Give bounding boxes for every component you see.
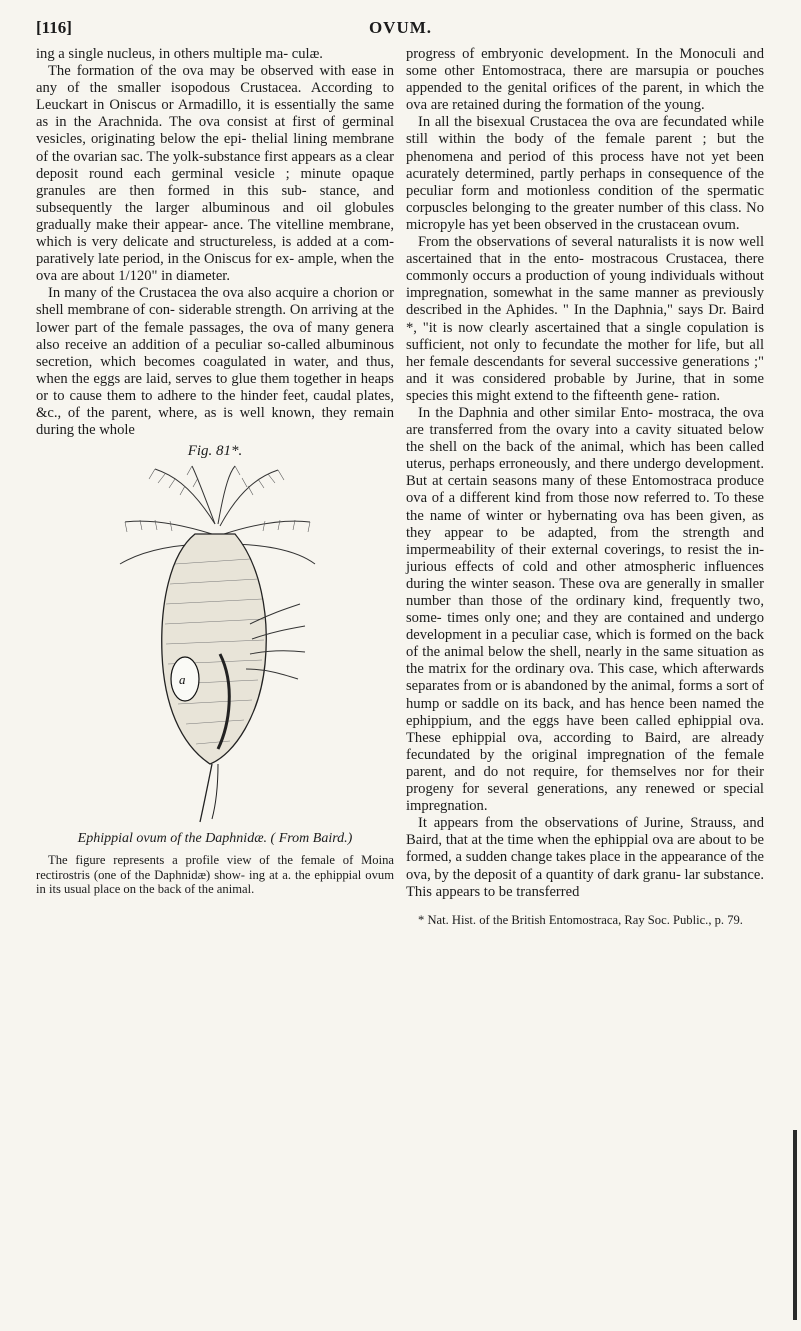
figure-caption-title: Ephippial ovum of the Daphnidæ. ( From Baird.) xyxy=(77,831,353,847)
paragraph: It appears from the observations of Jurine, Strauss, and Baird, that at the time when the ephippial ova are about to be formed, a sudden change takes place in the appearance of the ova, by the deposit of a quantity of dark granu- lar substance. This appears to be transferred xyxy=(406,815,764,900)
page-number: [116] xyxy=(36,18,72,37)
paragraph: The formation of the ova may be observed with ease in any of the smaller isopodous Crustacea. According to Leuckart in Oniscus or Armadillo, it is essentially the same as in the Arachnida. The ova consist at first of germinal vesicles, originating below the epi- thelial lining membrane of the ovarian sac. The yolk-substance first appears as a clear deposit round each germinal vesicle ; minute opaque granules are then formed in this sub- stance, and subsequently the larger albuminous and oil globules gradually make their appear- ance. The vitelline membrane, which is very delicate and structureless, is added at a com- paratively late period, in the Oniscus for ex- ample, when the ova are about 1/120" in diameter. xyxy=(36,63,394,285)
left-column xyxy=(36,46,394,897)
page-edge-mark xyxy=(793,1130,797,1320)
page-header xyxy=(36,16,765,44)
paragraph: progress of embryonic development. In the Monoculi and some other Entomostraca, there are marsupia or pouches appended to the genital orifices of the parent, in which the ova are retained during the formation of the young. xyxy=(406,46,764,114)
figure-label: Fig. 81*. xyxy=(187,443,243,460)
footnote: * Nat. Hist. of the British Entomostraca, Ray Soc. Public., p. 79. xyxy=(418,912,743,927)
paragraph: ing a single nucleus, in others multiple ma- culæ. xyxy=(36,46,323,62)
right-column xyxy=(406,46,764,927)
paragraph: In many of the Crustacea the ova also acquire a chorion or shell membrane of con- siderable strength. On arriving at the lower part of the female passages, the ova of many genera also receive an addition of a peculiar so-called albuminous secretion, which becomes coagulated in water, and thus, when the eggs are laid, serves to glue them together in heaps or to cause them to adhere to the hinder feet, caudal plates, &c., of the parent, where, as is well known, they remain during the whole xyxy=(36,285,394,439)
paragraph: In all the bisexual Crustacea the ova are fecundated while still within the body of the female parent ; but the phenomena and period of this process have not yet been acurately determined, partly perhaps in consequence of the peculiar form and motionless condition of the spermatic corpuscles belonging to the greater number of this class. No micropyle has yet been observed in the crustacean ovum. xyxy=(406,114,764,233)
figure-marker-a: a xyxy=(179,672,186,688)
paragraph: From the observations of several naturalists it is now well ascertained that in the ento- mostracous Crustacea, there commonly occurs a production of young individuals without impregnation, somewhat in the same manner as previously described in the Aphides. " In the Daphnia," says Dr. Baird *, "it is now clearly ascertained that a single copulation is sufficient, not only to fecundate the mother for life, but all her female descendants for several successive generations ;" and it was considered probable by Jurine, that in some species this might extend to the fifteenth gene- ration. xyxy=(406,234,764,404)
paragraph: In the Daphnia and other similar Ento- mostraca, the ova are transferred from the ovary into a cavity situated below the shell on the back of the animal, which has been called uterus, perhaps erroneously, and there undergo development. But at certain seasons many of these Entomostraca produce ova of a different kind from those now referred to. To these the name of winter or hybernating ova has been given, as they appear to be adapted, from the strength and impermeability of their external coverings, to resist the in- jurious effects of cold and other atmospheric influences during the winter season. These ova are generally in smaller number than those of the ordinary kind, frequently two, some- times only one; and they are contained and undergo development in a peculiar case, which is formed on the back of the animal below the shell, nearly in the same situation as the matrix for the ordinary ova. This case, which afterwards separates from or is abandoned by the animal, forms a sort of hump or saddle on its back, and has hence been named the ephippium, and the eggs have been called ephippial ova. These ephippial ova, according to Baird, are already fecundated by the original impregnation of the female parent, and do not require, for themselves nor for their progeny for several generations, any renewed or special impregnation. xyxy=(406,404,764,815)
running-title: OVUM. xyxy=(368,18,433,37)
daphnia-illustration xyxy=(100,464,330,824)
figure-caption-text: The figure represents a profile view of the female of Moina rectirostris (one of the Daphnidæ) show- ing at a. the ephippial ovum in its usual place on the back of the animal. xyxy=(36,853,394,897)
